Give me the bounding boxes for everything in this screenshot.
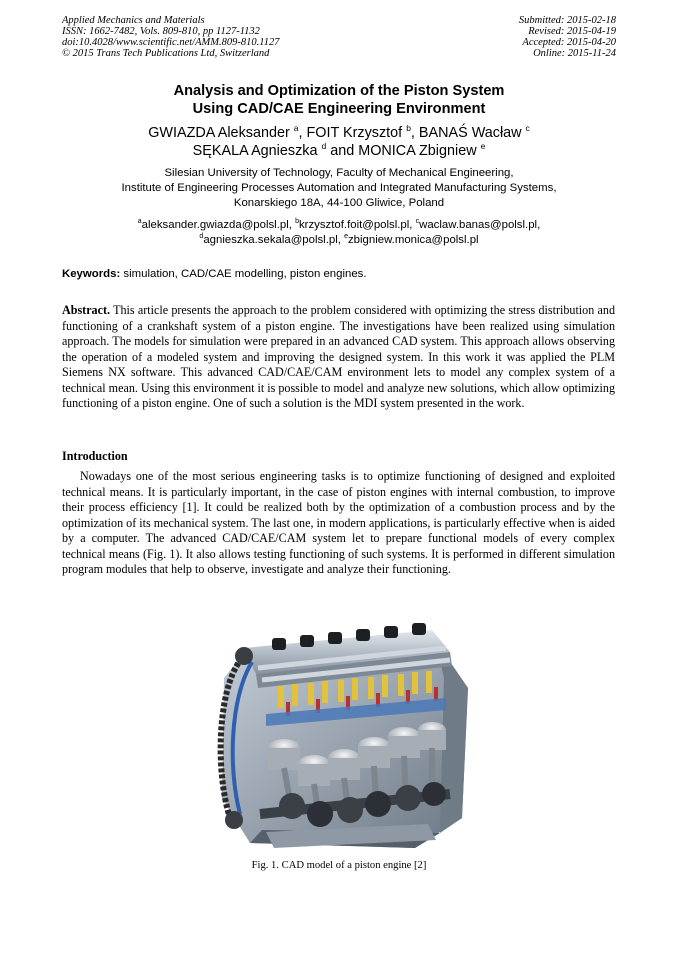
author-mark: c xyxy=(525,123,530,133)
keywords-label: Keywords: xyxy=(62,268,121,280)
email-mark: b xyxy=(295,218,299,225)
author-name: SĘKALA Agnieszka xyxy=(192,143,318,159)
authors-line-2 xyxy=(0,142,678,160)
affiliation-line: Silesian University of Technology, Faculty of Mechanical Engineering, xyxy=(164,167,514,179)
email-link[interactable]: zbigniew.monica@polsl.pl xyxy=(347,234,479,246)
author-name: BANAŚ Wacław xyxy=(418,125,522,141)
email-mark: c xyxy=(415,218,420,225)
affiliation-line: Institute of Engineering Processes Automation and Integrated Manufacturing Systems, xyxy=(121,182,557,194)
keywords xyxy=(62,267,622,281)
affiliation xyxy=(0,166,678,211)
title-line-1: Analysis and Optimization of the Piston System xyxy=(173,83,505,99)
emails-line-1 xyxy=(0,218,678,233)
online-date: Online: 2015-11-24 xyxy=(533,48,616,59)
issn-line: ISSN: 1662-7482, Vols. 809-810, pp 1127-1132 xyxy=(62,26,260,37)
section-heading: Introduction xyxy=(62,449,128,463)
authors-line-1 xyxy=(0,124,678,142)
submitted-date: Submitted: 2015-02-18 xyxy=(518,15,616,26)
author-separator: , xyxy=(298,125,307,141)
email-link[interactable]: waclaw.banas@polsl.pl, xyxy=(419,219,541,231)
email-mark: a xyxy=(137,218,142,225)
author-mark: d xyxy=(321,141,327,151)
journal-info xyxy=(62,15,279,59)
figure-caption: Fig. 1. CAD model of a piston engine [2] xyxy=(251,860,427,871)
author-name: GWIAZDA Aleksander xyxy=(148,125,290,141)
email-link[interactable]: agnieszka.sekala@polsl.pl, xyxy=(203,234,345,246)
author-name: MONICA Zbigniew xyxy=(358,143,477,159)
author-mark: e xyxy=(480,141,486,151)
author-emails xyxy=(0,218,678,248)
copyright-line: © 2015 Trans Tech Publications Ltd, Switzerland xyxy=(62,48,270,59)
author-mark: b xyxy=(406,123,411,133)
abstract-label: Abstract. xyxy=(62,303,111,317)
author-list xyxy=(0,124,678,160)
author-separator: , xyxy=(410,125,419,141)
paper-title xyxy=(0,82,678,118)
abstract-text: This article presents the approach to the problem considered with optimizing the stress distribution and functioning of a crankshaft system of a piston engine. The investigations have been realized using simulation approach. The models for simulation were prepared in an advanced CAD system. This approach allows observing the operation of a modeled system and improving the designed system. In this work it was applied the PLM Siemens NX software. This advanced CAD/CAE/CAM environment lets to model any complex system of a technical mean. Using this environment it is possible to model and analyze new solutions, which allow optimizing functioning of a piston engine. One of such a solution is the MDI system presented in the work. xyxy=(62,303,615,410)
title-line-2: Using CAD/CAE Engineering Environment xyxy=(192,101,486,117)
email-link[interactable]: aleksander.gwiazda@polsl.pl, xyxy=(141,219,296,231)
introduction-text: Nowadays one of the most serious engineering tasks is to optimize functioning of designed and exploited technical means. It is particularly important, in the case of piston engines with internal combustion, to improve their process efficiency [1]. It could be realized both by the optimization of a combustion process and by the optimization of its mechanical system. The last one, in modern applications, is particularly effective when is aided by a computer. The advanced CAD/CAE/CAM system let to prepare functional models of every complex technical means (Fig. 1). It also allows testing functioning of such systems. It is performed in different simulation program modules that help to observe, investigate and analyze their functioning. xyxy=(62,469,615,576)
keywords-text: simulation, CAD/CAE modelling, piston engines. xyxy=(120,268,367,280)
author-conjunction: and xyxy=(326,143,359,159)
doi-line: doi:10.4028/www.scientific.net/AMM.809-810.1127 xyxy=(62,37,280,48)
journal-name: Applied Mechanics and Materials xyxy=(62,15,205,26)
author-name: FOIT Krzysztof xyxy=(306,125,403,141)
accepted-date: Accepted: 2015-04-20 xyxy=(522,37,616,48)
email-link[interactable]: krzysztof.foit@polsl.pl, xyxy=(298,219,416,231)
email-mark: e xyxy=(344,233,348,240)
abstract xyxy=(62,303,615,412)
email-mark: d xyxy=(199,233,204,240)
engine-figure xyxy=(200,618,475,850)
emails-line-2 xyxy=(0,233,678,248)
submission-dates xyxy=(519,15,616,59)
affiliation-line: Konarskiego 18A, 44-100 Gliwice, Poland xyxy=(233,197,445,209)
author-mark: a xyxy=(293,123,299,133)
revised-date: Revised: 2015-04-19 xyxy=(528,26,616,37)
